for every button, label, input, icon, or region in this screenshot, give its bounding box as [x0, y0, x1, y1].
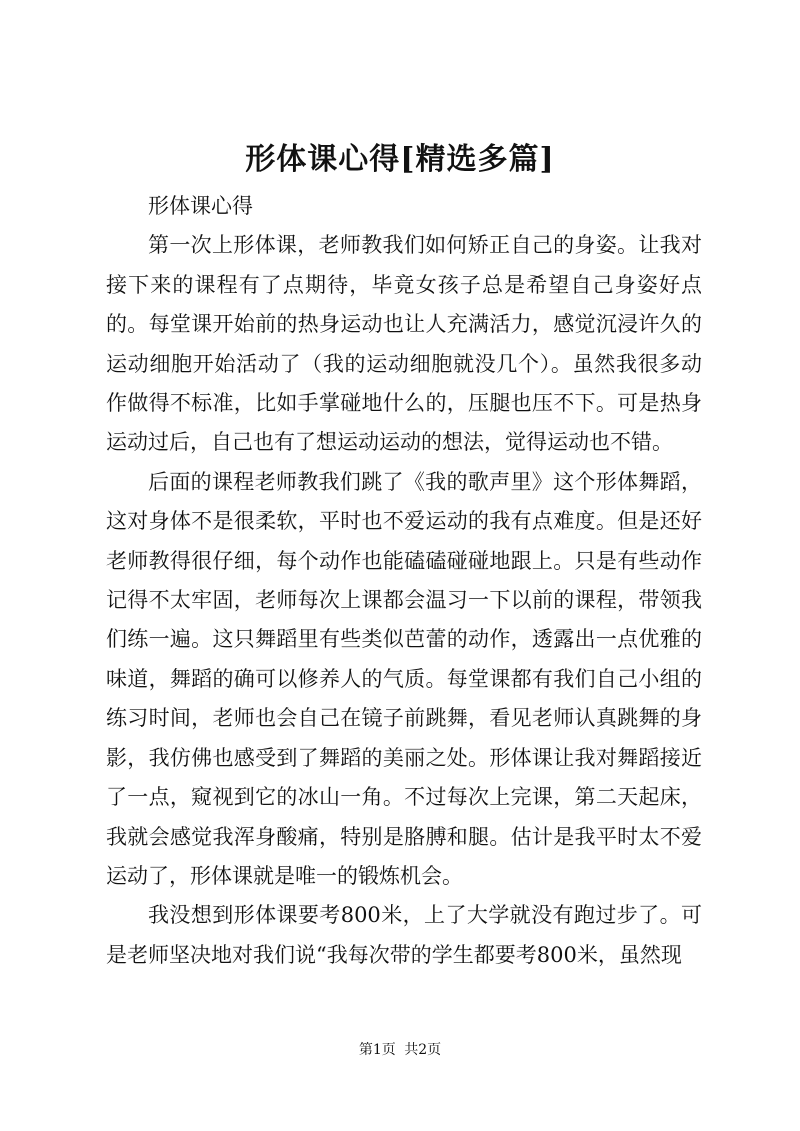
- document-body: [106, 187, 702, 975]
- document-title: 形体课心得[精选多篇]: [245, 142, 555, 177]
- page-footer: [0, 1039, 800, 1061]
- paragraph-1: 第一次上形体课，老师教我们如何矫正自己的身姿。让我对接下来的课程有了点期待，毕竟女孩子总是希望自己身姿好点的。每堂课开始前的热身运动也让人充满活力，感觉沉浸许久的运动细胞开始活动了（我的运动细胞就没几个）。虽然我很多动作做得不标准，比如手掌碰地什么的，压腿也压不下。可是热身运动过后，自己也有了想运动运动的想法，觉得运动也不错。: [106, 233, 702, 455]
- page-number: 第1页: [358, 1042, 396, 1058]
- section-heading: 形体课心得: [148, 194, 253, 218]
- page-total: 共2页: [404, 1042, 442, 1058]
- paragraph-2: 后面的课程老师教我们跳了《我的歌声里》这个形体舞蹈，这对身体不是很柔软，平时也不爱运动的我有点难度。但是还好老师教得很仔细，每个动作也能磕磕碰碰地跟上。只是有些动作记得不太牢固，老师每次上课都会温习一下以前的课程，带领我们练一遍。这只舞蹈里有些类似芭蕾的动作，透露出一点优雅的味道，舞蹈的确可以修养人的气质。每堂课都有我们自己小组的练习时间，老师也会自己在镜子前跳舞，看见老师认真跳舞的身影，我仿佛也感受到了舞蹈的美丽之处。形体课让我对舞蹈接近了一点，窥视到它的冰山一角。不过每次上完课，第二天起床，我就会感觉我浑身酸痛，特别是胳膊和腿。估计是我平时太不爱运动了，形体课就是唯一的锻炼机会。: [106, 469, 702, 888]
- paragraph-3: 我没想到形体课要考800米，上了大学就没有跑过步了。可是老师坚决地对我们说“我每次带的学生都要考800米，虽然现: [106, 903, 702, 967]
